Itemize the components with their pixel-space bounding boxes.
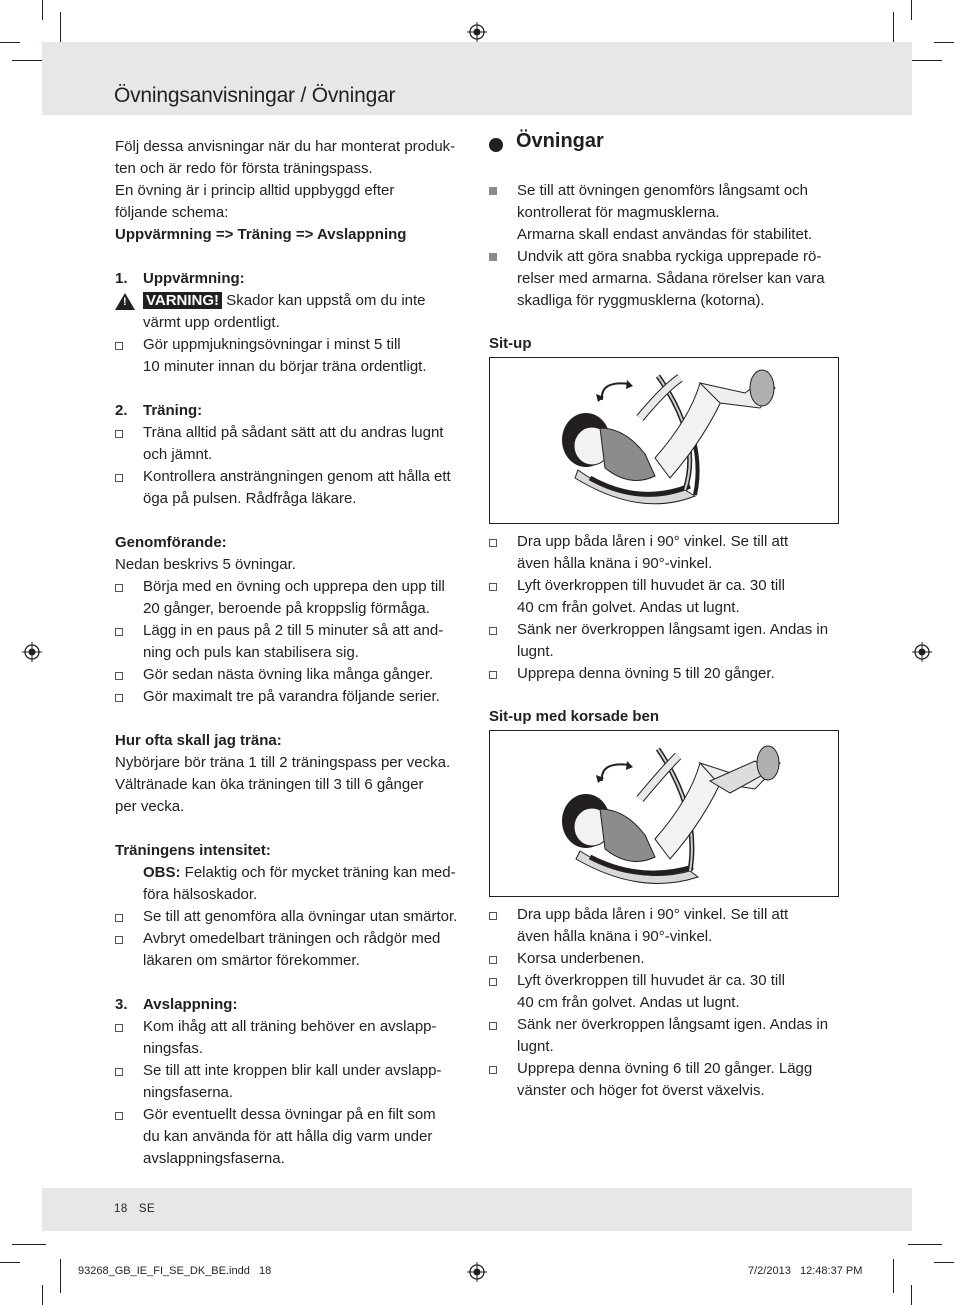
list-item [489, 619, 844, 663]
list-item-text: ning och puls kan stabilisera sig. [143, 644, 359, 661]
section-title: Avslappning: [143, 996, 238, 1013]
checkbox-bullet-icon [489, 1022, 497, 1030]
list-item-text: 40 cm från golvet. Andas ut lugnt. [517, 599, 740, 616]
list-item-text: Kom ihåg att all träning behöver en avslapp- [143, 1018, 437, 1035]
situp-crossed-legs-illustration [489, 730, 839, 897]
square-bullet-icon [489, 187, 497, 195]
situp-crossed-figure-image [490, 731, 837, 895]
crop-mark [12, 1244, 46, 1245]
list-item-text: Dra upp båda låren i 90° vinkel. Se till att [517, 533, 789, 550]
section-heading-execution: Genomförande: [115, 534, 227, 551]
list-item [489, 1014, 844, 1058]
section-heading-warmup [115, 268, 470, 290]
checkbox-bullet-icon [115, 342, 123, 350]
list-item-text: Dra upp båda låren i 90° vinkel. Se till att [517, 906, 789, 923]
list-item [115, 664, 470, 686]
right-column-intro [489, 180, 844, 312]
list-item [115, 906, 470, 928]
list-item [115, 620, 470, 664]
list-item [489, 948, 844, 970]
list-item-text: Gör sedan nästa övning lika många gånger. [143, 666, 434, 683]
checkbox-bullet-icon [489, 956, 497, 964]
situp-illustration [489, 357, 839, 524]
list-item-text: Korsa underbenen. [517, 950, 645, 967]
footer-band [42, 1188, 912, 1231]
list-item-text: läkaren om smärtor förekommer. [143, 952, 360, 969]
registration-mark-icon [467, 1262, 487, 1282]
exercise-title: Sit-up med korsade ben [489, 708, 660, 725]
crop-mark [934, 1262, 954, 1263]
list-item-text: Sänk ner överkroppen långsamt igen. Andas in [517, 1016, 829, 1033]
list-item-text: Börja med en övning och upprepa den upp till [143, 578, 445, 595]
crop-mark [934, 42, 954, 43]
warning-triangle-icon: ! [115, 293, 135, 310]
paragraph-line: Vältränade kan öka träningen till 3 till 6 gånger [115, 776, 424, 793]
checkbox-bullet-icon [115, 430, 123, 438]
list-item-text: Armarna skall endast användas för stabilitet. [517, 226, 813, 243]
intro-line: En övning är i princip alltid uppbyggd efter [115, 182, 395, 199]
page-number [114, 1203, 155, 1215]
page-number-value: 18 [114, 1203, 128, 1215]
list-item-text: 40 cm från golvet. Andas ut lugnt. [517, 994, 740, 1011]
checkbox-bullet-icon [115, 1024, 123, 1032]
list-item-text: skadliga för ryggmusklerna (kotorna). [517, 292, 765, 309]
section-number: 3. [115, 996, 128, 1013]
crop-mark [908, 1244, 942, 1245]
list-item-text: Gör maximalt tre på varandra följande serier. [143, 688, 440, 705]
checkbox-bullet-icon [489, 627, 497, 635]
list-item [115, 576, 470, 620]
checkbox-bullet-icon [489, 912, 497, 920]
list-item-text: Lägg in en paus på 2 till 5 minuter så att and- [143, 622, 444, 639]
crop-mark [0, 1262, 20, 1263]
list-item-text: du kan använda för att hålla dig varm under [143, 1128, 433, 1145]
intro-line: följande schema: [115, 204, 229, 221]
registration-mark-icon [22, 642, 42, 662]
list-item [489, 575, 844, 619]
list-item-text: Se till att övningen genomförs långsamt och [517, 182, 808, 199]
warning-text: värmt upp ordentligt. [143, 314, 280, 331]
checkbox-bullet-icon [489, 978, 497, 986]
list-item [489, 180, 844, 246]
list-item [489, 663, 844, 685]
list-item [115, 334, 470, 378]
list-item [115, 1060, 470, 1104]
list-item [489, 246, 844, 312]
list-item-text: ningsfas. [143, 1040, 204, 1057]
list-item-text: Se till att genomföra alla övningar utan smärtor. [143, 908, 458, 925]
situp-figure-image [490, 358, 837, 522]
warning-badge: VARNING! [143, 292, 222, 309]
left-column [115, 136, 470, 1170]
list-item [115, 1016, 470, 1060]
checkbox-bullet-icon [115, 628, 123, 636]
list-item [115, 466, 470, 510]
language-code: SE [138, 1203, 156, 1215]
schema-line: Uppvärmning => Träning => Avslappning [115, 226, 407, 243]
list-item-text: ningsfaserna. [143, 1084, 234, 1101]
section-number: 1. [115, 270, 128, 287]
slug-file: 93268_GB_IE_FI_SE_DK_BE.indd 18 [78, 1265, 272, 1277]
list-item [489, 1058, 844, 1102]
section-title: Uppvärmning: [143, 270, 245, 287]
crop-mark [60, 12, 61, 46]
situp-crossed-instructions [489, 904, 844, 1102]
list-item-text: Undvik att göra snabba ryckiga upprepade rö- [517, 248, 822, 265]
list-item-text: även hålla knäna i 90°-vinkel. [517, 928, 713, 945]
list-item-text: 20 gånger, beroende på kroppslig förmåga. [143, 600, 430, 617]
page-title: Övningsanvisningar / Övningar [114, 84, 396, 107]
checkbox-bullet-icon [115, 672, 123, 680]
intro-line: ten och är redo för första träningspass. [115, 160, 373, 177]
crop-mark [911, 1285, 912, 1305]
checkbox-bullet-icon [115, 1112, 123, 1120]
crop-mark [911, 0, 912, 20]
slug-date: 7/2/2013 12:48:37 PM [748, 1265, 863, 1277]
warning-line [115, 290, 470, 312]
list-item-text: öga på pulsen. Rådfråga läkare. [143, 490, 357, 507]
list-item-text: vänster och höger fot överst växelvis. [517, 1082, 765, 1099]
section-heading-intensity: Träningens intensitet: [115, 842, 271, 859]
crop-mark [60, 1259, 61, 1293]
paragraph-line: Nybörjare bör träna 1 till 2 träningspass per vecka. [115, 754, 451, 771]
crop-mark [0, 42, 20, 43]
list-item [489, 904, 844, 948]
checkbox-bullet-icon [489, 583, 497, 591]
section-bullet-icon [489, 138, 503, 152]
list-item-text: Kontrollera ansträngningen genom att hålla ett [143, 468, 451, 485]
list-item-text: 10 minuter innan du börjar träna ordentligt. [143, 358, 427, 375]
warning-text: Skador kan uppstå om du inte [226, 292, 426, 309]
crop-mark [908, 60, 942, 61]
crop-mark [893, 1259, 894, 1293]
list-item-text: Lyft överkroppen till huvudet är ca. 30 till [517, 972, 785, 989]
intro-line: Följ dessa anvisningar när du har monterat produk- [115, 138, 456, 155]
list-item-text: Avbryt omedelbart träningen och rådgör med [143, 930, 441, 947]
section-heading-training [115, 400, 470, 422]
section-heading-frequency: Hur ofta skall jag träna: [115, 732, 282, 749]
list-item-text: lugnt. [517, 643, 554, 660]
section-heading-exercises: Övningar [516, 130, 604, 152]
paragraph: Nedan beskrivs 5 övningar. [115, 556, 296, 573]
list-item-text: Upprepa denna övning 5 till 20 gånger. [517, 665, 775, 682]
obs-label: OBS: [143, 864, 181, 881]
list-item-text: kontrollerat för magmusklerna. [517, 204, 720, 221]
checkbox-bullet-icon [115, 584, 123, 592]
obs-text: föra hälsoskador. [143, 886, 258, 903]
checkbox-bullet-icon [115, 474, 123, 482]
checkbox-bullet-icon [489, 671, 497, 679]
list-item-text: Gör eventuellt dessa övningar på en filt som [143, 1106, 436, 1123]
list-item [489, 970, 844, 1014]
paragraph-line: per vecka. [115, 798, 185, 815]
list-item-text: Se till att inte kroppen blir kall under avslapp- [143, 1062, 442, 1079]
crop-mark [12, 60, 46, 61]
checkbox-bullet-icon [489, 539, 497, 547]
registration-mark-icon [912, 642, 932, 662]
list-item [115, 686, 470, 708]
situp-instructions [489, 531, 844, 685]
list-item [115, 422, 470, 466]
section-number: 2. [115, 402, 128, 419]
obs-note [115, 862, 470, 884]
list-item [489, 531, 844, 575]
crop-mark [42, 1285, 43, 1305]
checkbox-bullet-icon [115, 914, 123, 922]
section-heading-relaxation [115, 994, 470, 1016]
list-item [115, 1104, 470, 1170]
checkbox-bullet-icon [115, 694, 123, 702]
list-item-text: Träna alltid på sådant sätt att du andras lugnt [143, 424, 444, 441]
exercise-title: Sit-up [489, 335, 532, 352]
list-item-text: och jämnt. [143, 446, 213, 463]
checkbox-bullet-icon [115, 936, 123, 944]
section-title: Träning: [143, 402, 203, 419]
list-item-text: lugnt. [517, 1038, 554, 1055]
list-item-text: avslappningsfaserna. [143, 1150, 285, 1167]
obs-text: Felaktig och för mycket träning kan med- [184, 864, 456, 881]
list-item-text: Upprepa denna övning 6 till 20 gånger. Lägg [517, 1060, 813, 1077]
list-item-text: Gör uppmjukningsövningar i minst 5 till [143, 336, 401, 353]
crop-mark [893, 12, 894, 46]
square-bullet-icon [489, 253, 497, 261]
list-item-text: Sänk ner överkroppen långsamt igen. Andas in [517, 621, 829, 638]
list-item-text: Lyft överkroppen till huvudet är ca. 30 till [517, 577, 785, 594]
list-item-text: även hålla knäna i 90°-vinkel. [517, 555, 713, 572]
list-item-text: relser med armarna. Sådana rörelser kan vara [517, 270, 825, 287]
registration-mark-icon [467, 22, 487, 42]
checkbox-bullet-icon [489, 1066, 497, 1074]
crop-mark [42, 0, 43, 20]
checkbox-bullet-icon [115, 1068, 123, 1076]
list-item [115, 928, 470, 972]
